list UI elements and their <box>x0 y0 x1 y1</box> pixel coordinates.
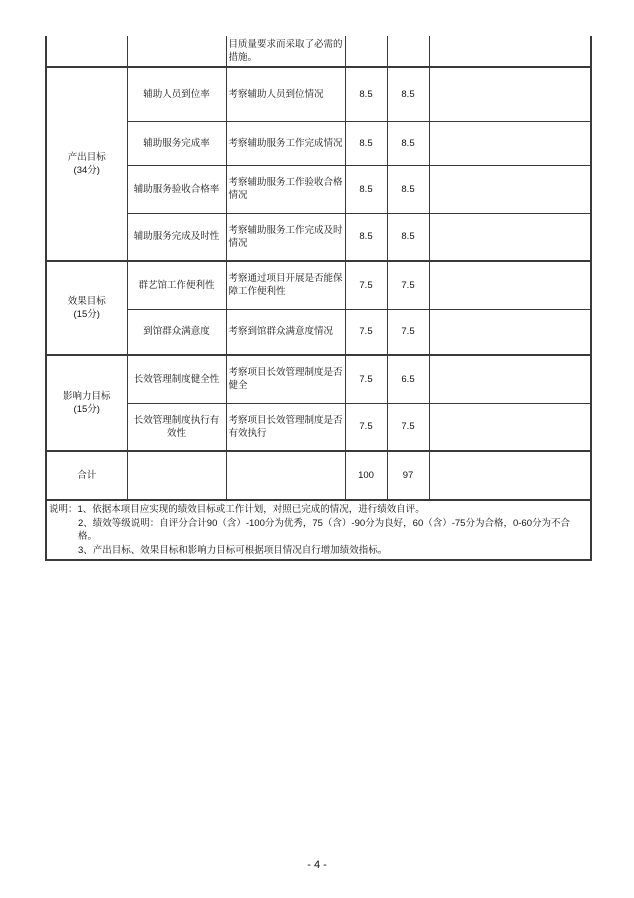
group-cell-output-goal <box>46 67 127 261</box>
remark-cell-empty <box>429 213 591 261</box>
description-cell: 考察项目长效管理制度是否有效执行 <box>226 403 345 451</box>
table-row <box>46 121 591 165</box>
indicator-cell: 到馆群众满意度 <box>127 309 226 355</box>
score-cell: 7.5 <box>345 403 387 451</box>
page-number: - 4 - <box>307 859 327 871</box>
table-row <box>46 213 591 261</box>
remark-cell-empty <box>429 451 591 500</box>
total-row <box>46 451 591 500</box>
score-cell: 7.5 <box>345 355 387 403</box>
group-score-label: (34分) <box>73 165 100 176</box>
indicator-cell: 辅助服务验收合格率 <box>127 165 226 213</box>
description-cell: 考察辅助服务工作验收合格情况 <box>226 165 345 213</box>
self-score-cell: 8.5 <box>387 67 429 121</box>
remark-cell-empty <box>429 355 591 403</box>
self-score-cell: 7.5 <box>387 261 429 309</box>
group-label: 产出目标 <box>67 152 106 163</box>
self-score-cell: 7.5 <box>387 309 429 355</box>
group-cell-effect-goal <box>46 261 127 355</box>
indicator-cell: 辅助服务完成及时性 <box>127 213 226 261</box>
description-cell: 考察辅助人员到位情况 <box>226 67 345 121</box>
indicator-cell: 辅助人员到位率 <box>127 67 226 121</box>
self-score-cell: 8.5 <box>387 121 429 165</box>
total-self-score-cell: 97 <box>387 451 429 500</box>
description-cell-empty <box>226 451 345 500</box>
table-row <box>46 355 591 403</box>
self-score-cell: 8.5 <box>387 165 429 213</box>
group-score-label: (15分) <box>73 309 100 320</box>
self-score-cell: 6.5 <box>387 355 429 403</box>
remark-cell-empty <box>429 309 591 355</box>
description-cell: 考察通过项目开展是否能保障工作便利性 <box>226 261 345 309</box>
remark-cell-empty <box>429 121 591 165</box>
indicator-cell: 长效管理制度健全性 <box>127 355 226 403</box>
indicator-cell: 群艺馆工作便利性 <box>127 261 226 309</box>
description-cell: 考察辅助服务工作完成及时情况 <box>226 213 345 261</box>
table-row <box>46 165 591 213</box>
remark-cell-empty <box>429 67 591 121</box>
notes-row <box>46 500 591 560</box>
indicator-cell: 长效管理制度执行有效性 <box>127 403 226 451</box>
description-cell: 考察项目长效管理制度是否健全 <box>226 355 345 403</box>
indicator-cell: 辅助服务完成率 <box>127 121 226 165</box>
remark-cell-empty <box>429 403 591 451</box>
table-row <box>46 67 591 121</box>
description-cell: 目质量要求而采取了必需的措施。 <box>226 36 345 67</box>
remark-cell-empty <box>429 165 591 213</box>
table-row <box>46 309 591 355</box>
note-line-1: 说明：1、依据本项目应实现的绩效目标或工作计划，对照已完成的情况，进行绩效自评。 <box>49 504 425 515</box>
indicator-cell-empty <box>127 451 226 500</box>
indicator-cell-empty <box>127 36 226 67</box>
total-label-cell: 合计 <box>46 451 127 500</box>
group-label: 效果目标 <box>67 296 106 307</box>
note-line-2: 2、绩效等级说明：自评分合计90（含）-100分为优秀，75（含）-90分为良好，60（含）-75分为合格，0-60分为不合格。 <box>78 517 570 542</box>
description-cell: 考察辅助服务工作完成情况 <box>226 121 345 165</box>
score-cell-empty <box>345 36 387 67</box>
score-cell: 8.5 <box>345 121 387 165</box>
description-cell: 考察到馆群众满意度情况 <box>226 309 345 355</box>
remark-cell-empty <box>429 36 591 67</box>
table-row <box>46 403 591 451</box>
table-row <box>46 261 591 309</box>
remark-cell-empty <box>429 261 591 309</box>
group-score-label: (15分) <box>73 404 100 415</box>
group-cell-empty <box>46 36 127 67</box>
group-label: 影响力目标 <box>62 391 111 402</box>
score-cell: 7.5 <box>345 261 387 309</box>
self-score-cell: 7.5 <box>387 403 429 451</box>
score-cell: 7.5 <box>345 309 387 355</box>
score-cell: 8.5 <box>345 165 387 213</box>
self-score-cell: 8.5 <box>387 213 429 261</box>
notes-cell <box>46 500 591 560</box>
performance-evaluation-table <box>45 36 592 561</box>
table-row <box>46 36 591 67</box>
self-score-cell-empty <box>387 36 429 67</box>
score-cell: 8.5 <box>345 213 387 261</box>
note-line-3: 3、产出目标、效果目标和影响力目标可根据项目情况自行增加绩效指标。 <box>78 544 388 556</box>
total-score-cell: 100 <box>345 451 387 500</box>
group-cell-impact-goal <box>46 355 127 451</box>
score-cell: 8.5 <box>345 67 387 121</box>
